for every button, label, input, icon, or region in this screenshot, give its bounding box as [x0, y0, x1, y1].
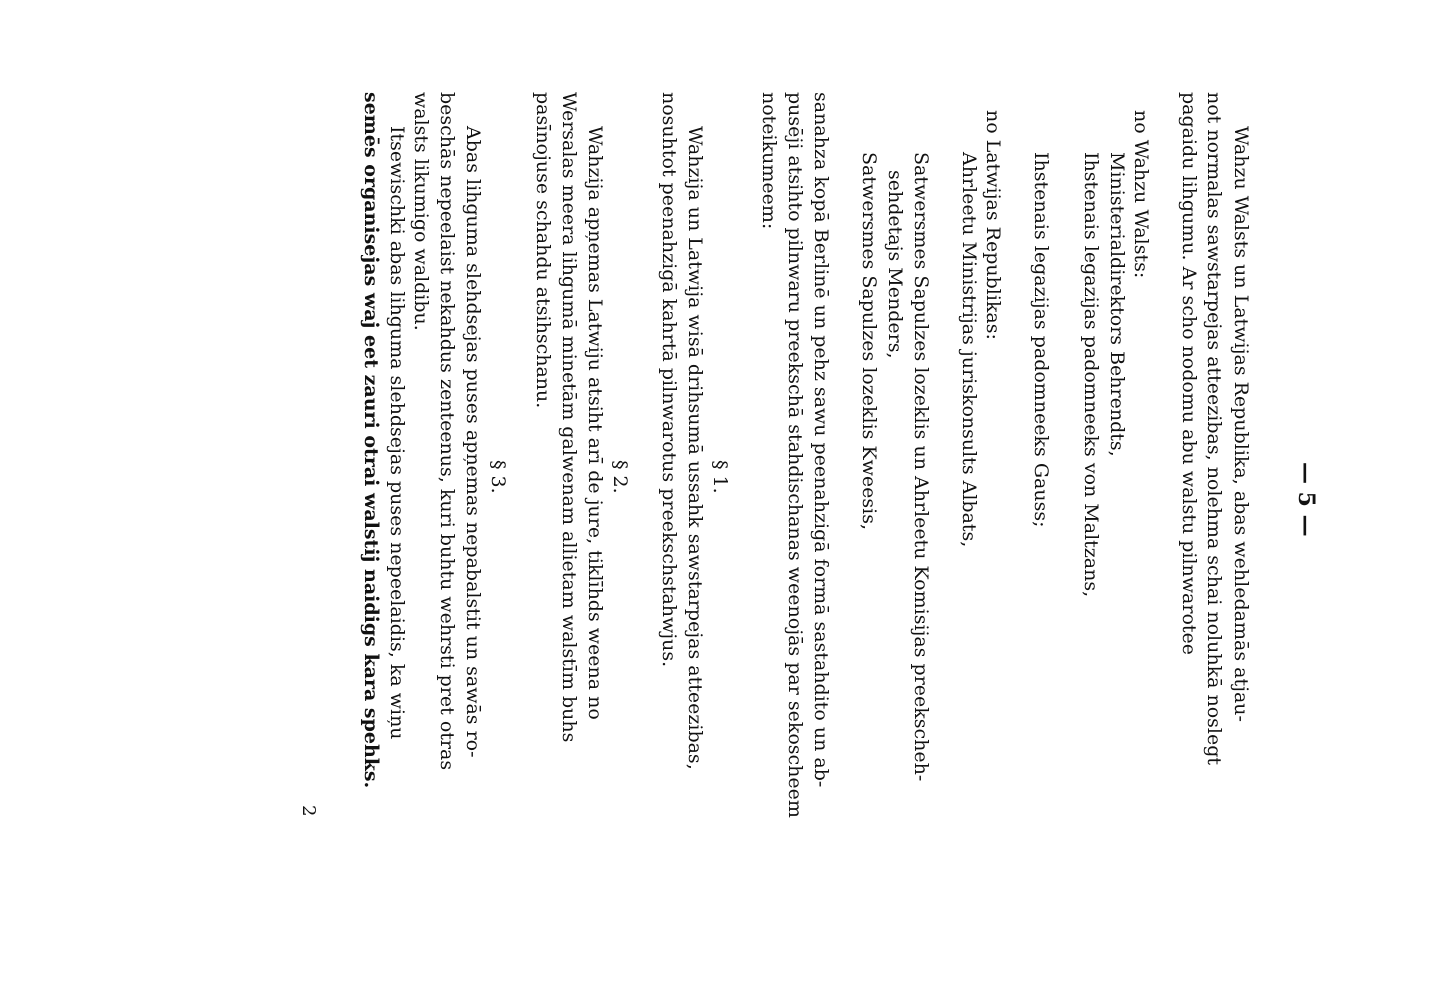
delegate-line: Ahrleetu Ministrijas juriskonsults Albats, — [958, 152, 980, 548]
delegate-line: Satwersmes Sapulzes lozeklis un Ahrleetu Komisijas preekscheh- — [910, 152, 932, 782]
delegate-line: Ihstenais legazijas padomneeks von Maltzans, — [1080, 152, 1102, 598]
party-heading-latvia: no Latwijas Republikas: — [982, 110, 1004, 340]
signature-mark: 2 — [298, 805, 319, 817]
section-3-line: beschās nepeelaist nekahdus zenteenus, kuri buhtu wehrsti pret otras — [436, 92, 458, 771]
intro-line-1: Wahzu Walsts un Latwijas Republika, abas wehledamās atjau- — [1230, 126, 1252, 722]
intro-line-3: pagaidu lihgumu. Ar scho nodomu abu walstu pilnwarotee — [1178, 92, 1200, 656]
delegate-line: Satwersmes Sapulzes lozeklis Kweesis, — [858, 152, 880, 531]
delegate-line: Ministerialdirektors Behrendts, — [1106, 152, 1128, 457]
section-3-line: Itsewischki abas lihguma slehdsejas puses nepeelaidis, ka wiņu — [386, 126, 408, 740]
intro-line-2: not normalas sawstarpejas atteezibas, nolehma schai noluhkā noslegt — [1203, 92, 1225, 766]
delegate-line: sehdetajs Menders, — [884, 170, 906, 359]
section-3-line: Abas lihguma slehdsejas puses apņemas nepabalstit un sawās ro- — [462, 126, 484, 758]
closing-line-3: noteikumeem: — [758, 92, 780, 230]
document-page — [87, 30, 1347, 970]
section-2-line: pasīnojuse schahdu atsihschanu. — [532, 92, 554, 409]
section-1-label: § 1. — [709, 460, 731, 494]
section-2-line: Wahzija apņemas Latwiju atsiht arī de jure, tiklīhds weena no — [584, 126, 606, 720]
section-3-line: semēs organisejas waj eet zauri otrai walstij naidigs kara spehks. — [360, 92, 382, 789]
section-3-line: walsts likumigo waldibu. — [410, 92, 432, 331]
section-2-label: § 2. — [609, 460, 631, 494]
section-3-label: § 3. — [487, 460, 509, 494]
closing-line-1: sanahza kopā Berlinē un pehz sawu peenahzigā formā sastahdito un ab- — [810, 92, 832, 788]
delegate-line: Ihstenais legazijas padomneeks Gauss; — [1030, 152, 1052, 528]
page-number: — 5 — — [1293, 462, 1319, 537]
closing-line-2: pusēji atsihto pilnwaru preekschā stahdischanas weenojās par sekoscheem — [784, 92, 806, 818]
section-1-line: nosuhtot peenahzigā kahrtā pilnwarotus preekschstahwjus. — [658, 92, 680, 668]
section-2-line: Wersalas meera lihgumā minetām galwenam allietam walstīm buhs — [558, 92, 580, 743]
party-heading-germany: no Wahzu Walsts: — [1130, 110, 1152, 279]
section-1-line: Wahzija un Latwija wisā drihsumā ussahk sawstarpejas atteezibas, — [684, 126, 706, 770]
